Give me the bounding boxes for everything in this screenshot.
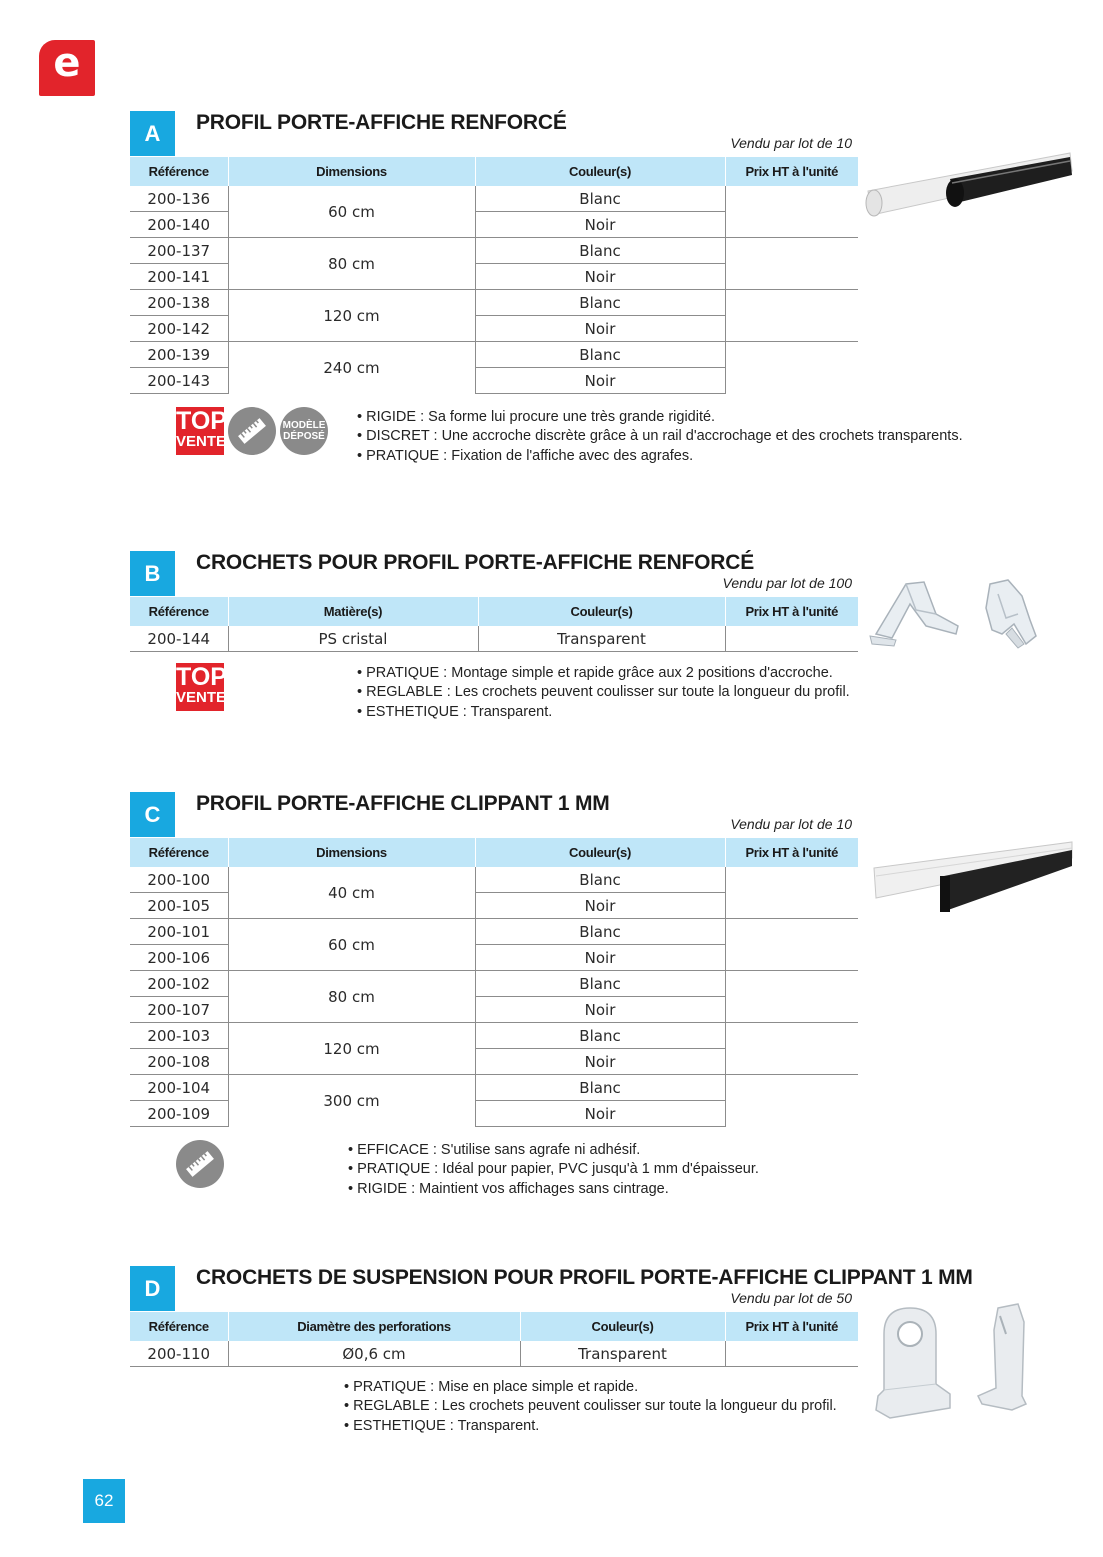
section-title: CROCHETS POUR PROFIL PORTE-AFFICHE RENFORCÉ — [196, 551, 755, 574]
dimension-cell: 80 cm — [228, 238, 475, 290]
ruler-icon-graphic — [176, 1140, 224, 1188]
ref-cell: 200-103 — [130, 1023, 228, 1049]
top-vente-badge — [176, 663, 227, 711]
table-row — [130, 867, 858, 893]
product-image-rail-renforce — [862, 145, 1074, 235]
page-number: 62 — [83, 1479, 125, 1523]
section-letter: A — [130, 111, 175, 156]
ruler-icon — [228, 407, 276, 455]
color-cell: Blanc — [475, 1023, 725, 1049]
ref-cell: 200-104 — [130, 1075, 228, 1101]
dimension-cell: 120 cm — [228, 1023, 475, 1075]
price-cell — [725, 919, 858, 971]
section-letter: B — [130, 551, 175, 596]
col-header-price: Prix HT à l'unité — [725, 157, 858, 186]
table-row — [130, 342, 858, 368]
table-row — [130, 1341, 858, 1367]
diameter-cell: Ø0,6 cm — [228, 1341, 520, 1367]
col-header-reference: Référence — [130, 157, 228, 186]
feature-item: • REGLABLE : Les crochets peuvent coulisser sur toute la longueur du profil. — [357, 683, 850, 702]
color-cell: Blanc — [475, 867, 725, 893]
material-cell: PS cristal — [228, 626, 478, 652]
feature-item: • ESTHETIQUE : Transparent. — [344, 1417, 837, 1436]
section-d — [130, 1266, 973, 1376]
feature-item: • RIGIDE : Sa forme lui procure une très grande rigidité. — [357, 408, 963, 427]
feature-list — [357, 664, 850, 722]
col-header-colors: Couleur(s) — [520, 1312, 725, 1341]
ref-cell: 200-138 — [130, 290, 228, 316]
table-row — [130, 626, 858, 652]
top-vente-badge — [176, 407, 227, 455]
col-header-price: Prix HT à l'unité — [725, 597, 858, 626]
feature-item: • REGLABLE : Les crochets peuvent coulisser sur toute la longueur du profil. — [344, 1397, 837, 1416]
dimension-cell: 40 cm — [228, 867, 475, 919]
color-cell: Blanc — [475, 919, 725, 945]
color-cell: Noir — [475, 368, 725, 394]
col-header-dimensions: Dimensions — [228, 157, 475, 186]
ref-cell: 200-110 — [130, 1341, 228, 1367]
dimension-cell: 240 cm — [228, 342, 475, 394]
logo-letter: e — [53, 40, 81, 86]
badge-top-text: TOP — [176, 663, 227, 691]
col-header-price: Prix HT à l'unité — [725, 1312, 858, 1341]
color-cell: Blanc — [475, 971, 725, 997]
ref-cell: 200-102 — [130, 971, 228, 997]
price-cell — [725, 1023, 858, 1075]
ref-cell: 200-100 — [147, 870, 211, 889]
ref-cell: 200-136 — [147, 189, 211, 208]
feature-list — [344, 1378, 837, 1436]
brand-logo — [39, 40, 95, 96]
ref-cell: 200-109 — [130, 1101, 228, 1127]
table-row — [130, 1075, 858, 1101]
feature-list — [348, 1141, 759, 1199]
ref-cell: 200-107 — [130, 997, 228, 1023]
price-cell — [725, 867, 858, 919]
col-header-colors: Couleur(s) — [475, 838, 725, 867]
price-cell — [725, 1341, 858, 1367]
lot-info: Vendu par lot de 50 — [730, 1290, 852, 1306]
price-cell — [725, 1075, 858, 1127]
ref-cell: 200-101 — [130, 919, 228, 945]
price-cell — [725, 186, 858, 238]
price-cell — [725, 626, 858, 652]
color-cell: Noir — [475, 1049, 725, 1075]
ref-cell: 200-108 — [130, 1049, 228, 1075]
dimension-cell: 300 cm — [228, 1075, 475, 1127]
color-cell: Blanc — [475, 238, 725, 264]
ref-cell: 200-144 — [130, 626, 228, 652]
feature-item: • PRATIQUE : Fixation de l'affiche avec des agrafes. — [357, 447, 963, 466]
product-table — [130, 838, 858, 1127]
feature-item: • RIGIDE : Maintient vos affichages sans cintrage. — [348, 1180, 759, 1199]
feature-item: • ESTHETIQUE : Transparent. — [357, 703, 850, 722]
dimension-cell: 80 cm — [228, 971, 475, 1023]
product-image-rail-clippant — [868, 836, 1074, 916]
color-cell: Noir — [475, 264, 725, 290]
ruler-icon-graphic — [228, 407, 276, 455]
col-header-material: Matière(s) — [228, 597, 478, 626]
dimension-cell: 120 cm — [228, 290, 475, 342]
color-cell: Noir — [475, 316, 725, 342]
ref-cell: 200-140 — [130, 212, 228, 238]
color-cell: Noir — [475, 997, 725, 1023]
price-cell — [725, 238, 858, 290]
lot-info: Vendu par lot de 10 — [730, 816, 852, 832]
color-cell: Noir — [475, 945, 725, 971]
dimension-cell: 60 cm — [228, 186, 475, 238]
ref-cell: 200-137 — [130, 238, 228, 264]
dimension-cell: 60 cm — [228, 919, 475, 971]
color-cell: Blanc — [475, 186, 725, 212]
color-cell: Blanc — [475, 342, 725, 368]
badge-modele-text: MODÈLE — [282, 420, 326, 431]
ref-cell: 200-141 — [130, 264, 228, 290]
color-cell: Noir — [475, 212, 725, 238]
col-header-reference: Référence — [130, 597, 228, 626]
feature-list — [357, 408, 963, 466]
col-header-diameter: Diamètre des perforations — [228, 1312, 520, 1341]
price-cell — [725, 342, 858, 394]
col-header-reference: Référence — [130, 1312, 228, 1341]
section-c — [130, 792, 858, 1132]
price-cell — [725, 971, 858, 1023]
col-header-colors: Couleur(s) — [475, 157, 725, 186]
color-cell: Transparent — [478, 626, 725, 652]
product-table — [130, 1312, 858, 1367]
section-letter: D — [130, 1266, 175, 1311]
feature-item: • EFFICACE : S'utilise sans agrafe ni adhésif. — [348, 1141, 759, 1160]
badge-top-text: TOP — [176, 407, 227, 435]
product-table — [130, 157, 858, 394]
feature-item: • PRATIQUE : Idéal pour papier, PVC jusqu'à 1 mm d'épaisseur. — [348, 1160, 759, 1179]
col-header-colors: Couleur(s) — [478, 597, 725, 626]
ref-cell: 200-139 — [130, 342, 228, 368]
ref-cell: 200-142 — [130, 316, 228, 342]
section-title: PROFIL PORTE-AFFICHE CLIPPANT 1 MM — [196, 792, 610, 815]
table-row — [130, 290, 858, 316]
badge-depose-text: DÉPOSÉ — [283, 431, 325, 442]
section-title: CROCHETS DE SUSPENSION POUR PROFIL PORTE-AFFICHE CLIPPANT 1 MM — [196, 1266, 973, 1289]
badge-vente-text: VENTE — [176, 689, 227, 706]
section-title: PROFIL PORTE-AFFICHE RENFORCÉ — [196, 111, 567, 134]
color-cell: Noir — [475, 893, 725, 919]
color-cell: Noir — [475, 1101, 725, 1127]
lot-info: Vendu par lot de 100 — [722, 575, 852, 591]
color-cell: Blanc — [475, 1075, 725, 1101]
lot-info: Vendu par lot de 10 — [730, 135, 852, 151]
product-image-crochets-suspension — [872, 1300, 1032, 1426]
color-cell: Transparent — [520, 1341, 725, 1367]
section-letter: C — [130, 792, 175, 837]
feature-item: • PRATIQUE : Mise en place simple et rapide. — [344, 1378, 837, 1397]
table-row — [130, 238, 858, 264]
product-image-crochets — [866, 574, 1044, 652]
ruler-icon — [176, 1140, 224, 1188]
col-header-price: Prix HT à l'unité — [725, 838, 858, 867]
price-cell — [725, 290, 858, 342]
ref-cell: 200-143 — [130, 368, 228, 394]
col-header-dimensions: Dimensions — [228, 838, 475, 867]
ref-cell: 200-106 — [130, 945, 228, 971]
table-row — [130, 1023, 858, 1049]
ref-cell: 200-105 — [130, 893, 228, 919]
col-header-reference: Référence — [130, 838, 228, 867]
feature-item: • PRATIQUE : Montage simple et rapide grâce aux 2 positions d'accroche. — [357, 664, 850, 683]
color-cell: Blanc — [475, 290, 725, 316]
feature-item: • DISCRET : Une accroche discrète grâce à un rail d'accrochage et des crochets transparents. — [357, 427, 963, 446]
table-row — [130, 971, 858, 997]
table-row — [130, 186, 858, 212]
badge-vente-text: VENTE — [176, 433, 227, 450]
modele-depose-badge — [280, 407, 328, 455]
product-table — [130, 597, 858, 652]
table-row — [130, 919, 858, 945]
section-b — [130, 551, 858, 661]
